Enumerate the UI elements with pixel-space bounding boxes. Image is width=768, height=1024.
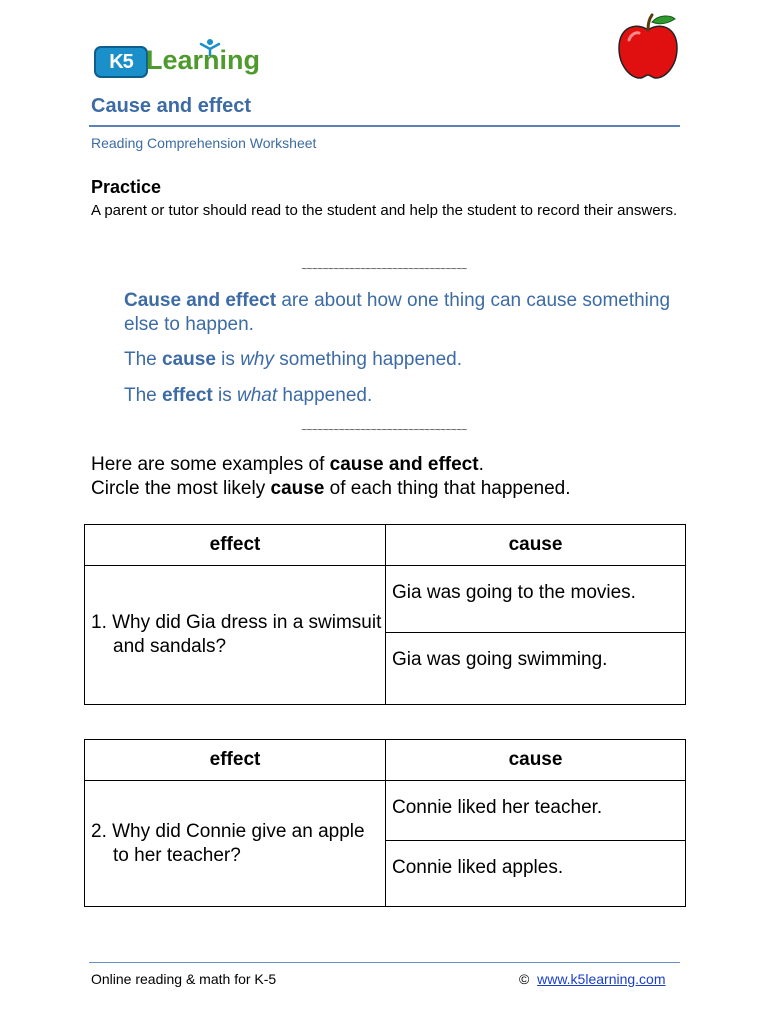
worksheet-subtitle: Reading Comprehension Worksheet	[91, 135, 317, 151]
footer-copyright	[519, 971, 666, 987]
examples-term: cause	[270, 478, 325, 499]
definition-text: happened.	[277, 385, 373, 406]
definition-text: The	[124, 349, 163, 370]
footer-website-link[interactable]: www.k5learning.com	[537, 971, 666, 987]
examples-text: Circle the most likely	[91, 478, 271, 499]
cause-header: cause	[386, 740, 686, 781]
definition-text: The	[124, 385, 163, 406]
examples-text: of each thing that happened.	[324, 478, 571, 499]
separator-top: ~~~~~~~~~~~~~~~~~~~~~~~~~~~~~~~	[301, 264, 467, 275]
practice-instruction: A parent or tutor should read to the student and help the student to record their answers.	[91, 202, 678, 219]
definition-effect	[124, 384, 684, 408]
effect-header: effect	[85, 525, 386, 566]
definition-term: effect	[162, 385, 213, 406]
footer-divider	[89, 962, 680, 963]
page-title: Cause and effect	[91, 95, 252, 117]
k5-learning-logo	[92, 38, 261, 80]
logo-figure-icon	[195, 38, 225, 58]
cause-option[interactable]: Connie liked apples.	[386, 841, 686, 907]
definition-cause-and-effect	[124, 289, 684, 337]
cause-effect-table-2	[84, 739, 686, 907]
table-header-row	[85, 525, 686, 566]
cause-option[interactable]: Gia was going swimming.	[386, 633, 686, 705]
table-header-row	[85, 740, 686, 781]
definition-text: are about how one thing can cause something else to happen.	[124, 290, 671, 335]
examples-line-1	[91, 453, 711, 477]
examples-text: .	[478, 454, 484, 475]
cause-effect-table-1	[84, 524, 686, 705]
effect-header: effect	[85, 740, 386, 781]
definition-text: is	[215, 349, 241, 370]
definition-emphasis: why	[240, 349, 274, 370]
logo-wordmark: Learning	[146, 45, 261, 75]
separator-bottom: ~~~~~~~~~~~~~~~~~~~~~~~~~~~~~~~	[301, 425, 467, 436]
title-divider	[89, 125, 680, 127]
table-row	[85, 566, 686, 633]
definition-text: something happened.	[273, 349, 463, 370]
definition-emphasis: what	[237, 385, 278, 406]
table-row	[85, 781, 686, 841]
logo-badge: K5	[94, 46, 148, 78]
copyright-symbol: ©	[519, 971, 530, 987]
examples-instructions	[91, 453, 711, 501]
cause-option[interactable]: Gia was going to the movies.	[386, 566, 686, 633]
practice-heading: Practice	[91, 177, 162, 197]
cause-header: cause	[386, 525, 686, 566]
footer-tagline: Online reading & math for K-5	[91, 971, 277, 987]
examples-line-2	[91, 477, 711, 501]
examples-term: cause and effect	[329, 454, 479, 475]
effect-question: 2. Why did Connie give an apple to her teacher?	[91, 820, 365, 866]
definition-text: is	[212, 385, 237, 406]
effect-cell	[85, 781, 386, 907]
effect-question: 1. Why did Gia dress in a swimsuit and sandals?	[91, 612, 382, 657]
definition-term: Cause and effect	[124, 290, 277, 311]
effect-cell	[85, 566, 386, 705]
definition-term: cause	[162, 349, 216, 370]
examples-text: Here are some examples of	[91, 454, 330, 475]
cause-option[interactable]: Connie liked her teacher.	[386, 781, 686, 841]
apple-icon	[615, 12, 681, 80]
definition-cause	[124, 348, 684, 372]
